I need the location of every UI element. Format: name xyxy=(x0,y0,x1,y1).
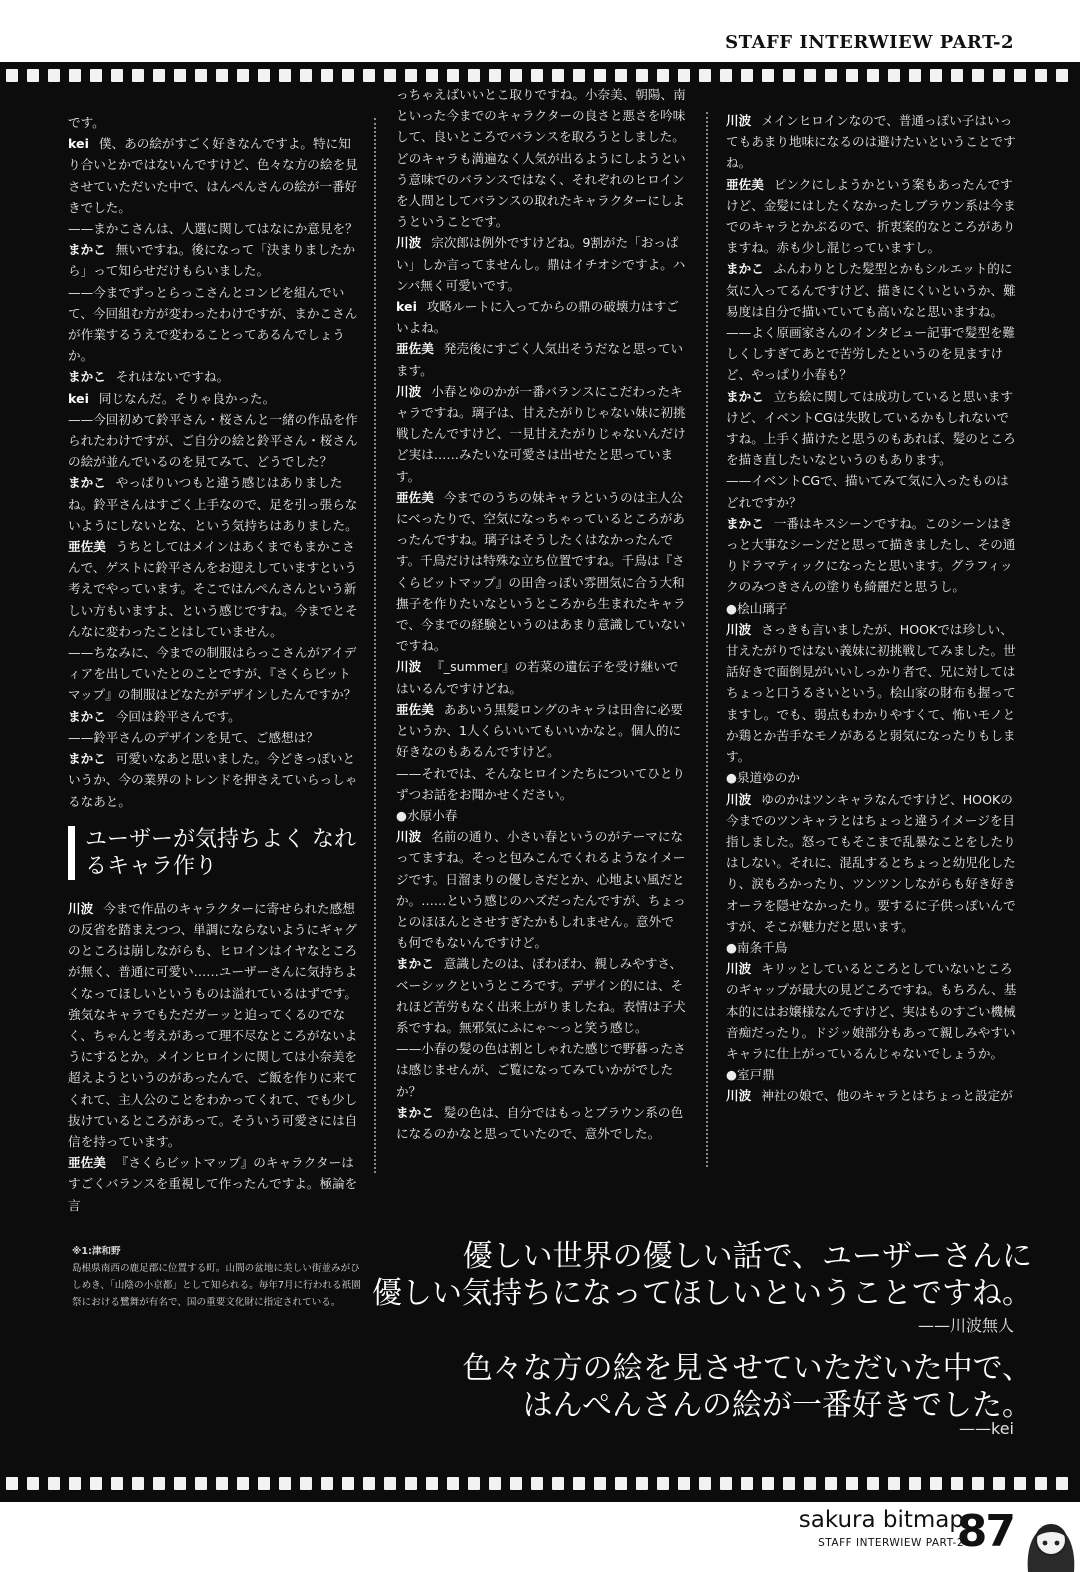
chibi-character-icon xyxy=(1020,1510,1078,1572)
pull-quote-line: 優しい気持ちになってほしいということですね。 xyxy=(372,1276,1032,1311)
speech-text: 意識したのは、ぽわぽわ、親しみやすさ、ベーシックというところです。デザイン的には、それほど苦労もなく出来上がりましたね。表情は子犬系ですね。無邪気にふにゃ〜っと笑う感じ。 xyxy=(396,956,686,1035)
film-hole xyxy=(447,69,459,82)
text-column-2 xyxy=(396,84,686,1144)
film-hole xyxy=(174,69,186,82)
character-heading: ●室戸鼎 xyxy=(726,1067,775,1083)
speech-text: 同じなんだ。そりゃ良かった。 xyxy=(98,390,276,406)
speaker-name: 川波 xyxy=(726,1088,752,1104)
interview-paragraph: ——ちなみに、今までの制服はらっこさんがアイディアを出していたとのことですが、『さくらビットマップ』の制服はどなたがデザインしたんですか？ xyxy=(68,645,357,703)
interview-paragraph xyxy=(68,706,358,727)
page-header xyxy=(0,0,1080,62)
speech-text: 一番はキスシーンですね。このシーンはきっと大事なシーンだと思って描きましたし、その通りドラマティックになったと思います。グラフィックのみつきさんの塗りも綺麗だと思うし。 xyxy=(726,515,1016,595)
film-hole xyxy=(699,1477,711,1490)
speaker-name: 川波 xyxy=(396,235,422,251)
film-hole xyxy=(867,1477,879,1490)
film-hole xyxy=(384,69,396,82)
column-divider xyxy=(374,118,376,1173)
film-hole xyxy=(804,69,816,82)
film-hole xyxy=(888,69,900,82)
film-hole xyxy=(1035,69,1047,82)
speaker-name: kei xyxy=(68,390,89,406)
footnote xyxy=(72,1243,362,1311)
film-hole xyxy=(930,1477,942,1490)
speaker-name: 亜佐美 xyxy=(396,341,434,357)
film-hole xyxy=(888,1477,900,1490)
speaker-name: 川波 xyxy=(396,659,422,675)
speech-text: うちとしてはメインはあくまでもまかこさんで、ゲストに鈴平さんをお迎えしていますという考えでやっています。そこではんぺんさんという新しい方もいますよ、という感じですね。今までとそんなに変わったことはしていません。 xyxy=(68,539,358,639)
film-hole xyxy=(972,1477,984,1490)
film-hole xyxy=(384,1477,396,1490)
film-hole xyxy=(447,1477,459,1490)
interview-paragraph: ——よく原画家さんのインタビュー記事で髪型を難しくしすぎてあとで苦労したというのを見ますけど、やっぱり小春も？ xyxy=(726,325,1016,383)
film-hole xyxy=(762,1477,774,1490)
speech-text: 『さくらビットマップ』のキャラクターはすごくバランスを重視して作ったんですよ。極論を言 xyxy=(68,1155,358,1213)
film-hole xyxy=(615,1477,627,1490)
film-hole xyxy=(678,1477,690,1490)
interview-paragraph xyxy=(68,536,358,642)
film-hole xyxy=(552,69,564,82)
pull-quote-line: 優しい世界の優しい話で、ユーザーさんに xyxy=(462,1239,1032,1274)
speech-text: 今までのうちの妹キャラというのは主人公にべったりで、空気になっちゃっているところがあったんですね。璃子はそうしたくはなかったんです。千鳥だけは特殊な立ち位置ですね。千鳥は『さくらビットマップ』の田舎っぽい雰囲気に合う大和撫子を作りたいなというところから生まれたキャラで、今までの経験というのはあまり意識していないですね。 xyxy=(396,489,686,654)
interview-paragraph xyxy=(68,748,358,812)
interview-paragraph: ——鈴平さんのデザインを見て、ご感想は？ xyxy=(68,729,319,745)
film-hole xyxy=(90,69,102,82)
speech-text: ゆのかはツンキャラなんですけど、HOOKの今までのツンキャラとはちょっと違うイメージを目指しました。怒ってもそこまで乱暴なことをしたりはしない。それに、混乱するとちょっと幼児化したり、涙もろかったり、ツンツンしながらも好き好きオーラを隠せなかったり。要するに子供っぽいんですが、そこが魅力だと思います。 xyxy=(726,791,1016,934)
interview-paragraph xyxy=(396,296,686,338)
pull-quote-line: 色々な方の絵を見させていただいた中で、 xyxy=(462,1351,1032,1386)
speaker-name: まかこ xyxy=(68,369,106,385)
interview-paragraph xyxy=(396,487,686,657)
film-hole xyxy=(153,1477,165,1490)
interview-paragraph xyxy=(396,232,686,296)
section-heading: ユーザーが気持ちよく なれるキャラ作り xyxy=(68,826,358,880)
text-column-1 xyxy=(68,112,358,1216)
speech-text: 今まで作品のキャラクターに寄せられた感想の反省を踏まえつつ、単調にならないようにギャグのところは崩しながらも、ヒロインはイヤなところが無く、普通に可愛い……ユーザーさんに気持ちよくなってほしいというものは溢れているはずです。強気なキャラでもただガーッと迫ってくるのでなく、ちゃんと考えがあって理不尽なところがないようにするとか。メインヒロインに関しては小奈美を超えようというのがあったんで、ご飯を作りに来てくれて、主人公のことをわかってくれて、でも少し抜けているところがあって。そういう可愛さには自信を持っています。 xyxy=(68,900,358,1149)
speaker-name: 川波 xyxy=(726,621,752,637)
interview-paragraph xyxy=(726,789,1018,937)
page-number: 87 xyxy=(956,1506,1014,1557)
speaker-name: まかこ xyxy=(396,1104,434,1120)
text-column-3 xyxy=(726,110,1018,1107)
film-hole xyxy=(153,69,165,82)
speech-text: 宗次郎は例外ですけどね。9割がた「おっぱい」しか言ってませんし。鼎はイチオシですよ。ハンパ無く可愛いです。 xyxy=(396,235,686,293)
speaker-name: 亜佐美 xyxy=(68,1155,106,1171)
interview-paragraph xyxy=(396,953,686,1038)
film-hole xyxy=(552,1477,564,1490)
film-hole xyxy=(237,69,249,82)
speech-text: やっぱりいつもと違う感じはありましたね。鈴平さんはすごく上手なので、足を引っ張らないようにしないとな、という気持ちはありました。 xyxy=(68,475,358,533)
film-hole xyxy=(741,69,753,82)
film-hole xyxy=(426,69,438,82)
film-hole xyxy=(720,1477,732,1490)
speaker-name: 亜佐美 xyxy=(68,539,106,555)
interview-paragraph xyxy=(68,239,358,281)
film-hole xyxy=(594,1477,606,1490)
interview-paragraph xyxy=(396,699,686,763)
interview-paragraph: ——それでは、そんなヒロインたちについてひとりずつお話をお聞かせください。 xyxy=(396,765,686,802)
film-hole xyxy=(783,69,795,82)
speech-text: キリッとしているところとしていないところのギャップが最大の見どころですね。もちろん、基本的にはお嬢様なんですけど、実はものすごい機械音痴だったり。ドジッ娘部分もあって親しみやすいキャラに仕上がっているんじゃないでしょうか。 xyxy=(726,961,1017,1061)
film-hole xyxy=(48,1477,60,1490)
film-hole xyxy=(468,1477,480,1490)
interview-paragraph xyxy=(726,958,1018,1064)
interview-paragraph xyxy=(68,366,358,387)
film-hole xyxy=(699,69,711,82)
speaker-name: 亜佐美 xyxy=(396,489,434,505)
interview-paragraph: ——今までずっとらっこさんとコンビを組んでいて、今回組む方が変わったわけですが、まかこさんが作業するうえで変わることってあるんでしょうか。 xyxy=(68,284,358,364)
film-hole xyxy=(909,69,921,82)
film-hole xyxy=(657,69,669,82)
speaker-name: 川波 xyxy=(396,383,422,399)
film-hole xyxy=(363,69,375,82)
speech-text: 今回は鈴平さんです。 xyxy=(115,708,241,724)
film-hole xyxy=(951,69,963,82)
interview-paragraph: ——今回初めて鈴平さん・桜さんと一緒の作品を作られたわけですが、ご自分の絵と鈴平さん・桜さんの絵が並んでいるのを見てみて、どうでした？ xyxy=(68,411,358,470)
speech-text: ピンクにしようかという案もあったんですけど、金髪にはしたくなかったしブラウン系は今までのキャラとかぶるので、折衷案的なところがありますね。赤も少し混じっていますし。 xyxy=(726,176,1016,256)
speaker-name: 亜佐美 xyxy=(726,176,764,192)
interview-paragraph xyxy=(68,133,358,218)
film-hole xyxy=(300,69,312,82)
film-hole xyxy=(48,69,60,82)
film-hole xyxy=(69,69,81,82)
film-hole xyxy=(1035,1477,1047,1490)
header-title: STAFF INTERWIEW PART-2 xyxy=(725,32,1014,53)
character-heading: ●泉道ゆのか xyxy=(726,770,800,786)
speaker-name: kei xyxy=(396,299,417,315)
film-hole xyxy=(972,69,984,82)
speech-text: ああいう黒髪ロングのキャラは田舎に必要というか、1人くらいいてもいいかなと。個人的に好きなのもあるんですけど。 xyxy=(396,701,683,760)
film-hole xyxy=(636,1477,648,1490)
film-hole xyxy=(804,1477,816,1490)
footnote-title: ※1:津和野 xyxy=(72,1246,121,1257)
interview-paragraph xyxy=(396,1102,686,1144)
speech-text: メインヒロインなので、普通っぽい子はいってもあまり地味になるのは避けたいということですね。 xyxy=(726,113,1016,171)
film-hole xyxy=(69,1477,81,1490)
character-heading: ●南条千鳥 xyxy=(726,939,788,955)
interview-paragraph xyxy=(396,338,686,380)
film-hole xyxy=(951,1477,963,1490)
interview-paragraph xyxy=(68,1152,358,1216)
speech-text: 僕、あの絵がすごく好きなんですよ。特に知り合いとかではないんですけど、色々な方の絵を見させていただいた中で、はんぺんさんの絵が一番好きでした。 xyxy=(68,136,358,215)
speech-text: 名前の通り、小さい春というのがテーマになってますね。そっと包みこんでくれるようなイメージです。日溜まりの優しさだとか、心地よい風だとか。……という感じのハズだったんですが、ちょっとのほほんとさせすぎたかもしれません。意外でも何でもないんですけど。 xyxy=(396,829,686,951)
pull-quote-1 xyxy=(372,1238,1032,1312)
speaker-name: 川波 xyxy=(726,961,752,977)
film-hole xyxy=(825,1477,837,1490)
film-hole xyxy=(573,69,585,82)
speech-text: 可愛いなあと思いました。今どきっぽいというか、今の業界のトレンドを押さえていらっしゃるなあと。 xyxy=(68,751,358,809)
interview-paragraph xyxy=(726,386,1018,471)
film-hole xyxy=(111,69,123,82)
film-hole xyxy=(174,1477,186,1490)
film-hole xyxy=(468,69,480,82)
character-heading: ●水原小春 xyxy=(396,807,458,823)
film-hole xyxy=(27,69,39,82)
film-hole xyxy=(111,1477,123,1490)
film-hole xyxy=(6,69,18,82)
interview-paragraph: ——小春の髪の色は割としゃれた感じで野暮ったさは感じませんが、ご覧になってみていかがでしたか？ xyxy=(396,1041,686,1099)
film-hole xyxy=(930,69,942,82)
film-hole xyxy=(27,1477,39,1490)
footer-title: sakura bitmap xyxy=(798,1507,964,1533)
film-hole xyxy=(573,1477,585,1490)
film-hole xyxy=(342,69,354,82)
film-hole xyxy=(6,1477,18,1490)
interview-paragraph: ——まかこさんは、人選に関してはなにか意見を？ xyxy=(68,221,358,237)
interview-paragraph xyxy=(726,174,1018,259)
film-hole xyxy=(1056,1477,1068,1490)
interview-paragraph xyxy=(68,388,358,409)
film-hole xyxy=(825,69,837,82)
pull-quote-attribution: ——川波無人 xyxy=(917,1316,1014,1335)
film-hole xyxy=(405,1477,417,1490)
interview-paragraph xyxy=(726,110,1018,174)
film-hole xyxy=(615,69,627,82)
interview-paragraph: っちゃえばいいとこ取りですね。小奈美、朝陽、南といった今までのキャラクターの良さと悪さを吟味して、良いところでバランスを取ろうとしました。どのキャラも満遍なく人気が出るようにしようという意味でのバランスではなく、それぞれのヒロインを人間として​バランスの取れたキャラクターにしようということです。 xyxy=(396,87,686,230)
footnote-text: 島根県南西の鹿足郡に位置する町。山間の盆地に美しい街並みがひしめき、「山陰の小京都」として知られる。毎年7月に行われる祇園祭における鷺舞が有名で、国の重要文化財に指定されている。 xyxy=(72,1263,361,1308)
speech-text: 小春とゆのかが一番バランスにこだわったキャラですね。璃子は、甘えたがりじゃない妹に初挑戦したんですけど、一見甘えたがりじゃないんだけど実は……みたいな可愛さは出せたと思っています。 xyxy=(396,383,686,484)
speaker-name: 川波 xyxy=(726,791,752,807)
speaker-name: 川波 xyxy=(726,113,752,128)
speech-text: 立ち絵に関しては成功していると思いますけど、イベントCGは失敗しているかもしれないですね。上手く描けたと思うのもあれば、髪のところを描き直したいなというのもあります。 xyxy=(726,388,1016,468)
film-hole xyxy=(846,69,858,82)
film-hole xyxy=(258,1477,270,1490)
speech-text: 無いですね。後になって「決まりましたから」って知らせだけもらいました。 xyxy=(68,242,356,279)
film-hole xyxy=(405,69,417,82)
speech-text: 『_summer』の若菜の遺伝子を受け継いではいるんですけどね。 xyxy=(396,659,679,696)
film-hole xyxy=(720,69,732,82)
film-hole xyxy=(846,1477,858,1490)
speaker-name: 川波 xyxy=(396,829,422,845)
speech-text: ふんわりとした髪型とかもシルエット的に気に入ってるんですけど、描きにくいというか、難易度は自分で描いていても高いなと思いますね。 xyxy=(726,261,1016,319)
speaker-name: まかこ xyxy=(726,388,764,404)
film-hole xyxy=(1014,69,1026,82)
speaker-name: まかこ xyxy=(726,261,764,277)
interview-paragraph xyxy=(726,1085,1018,1106)
film-hole xyxy=(1056,69,1068,82)
footer-subtitle: STAFF INTERWIEW PART-2 xyxy=(818,1537,964,1549)
interview-paragraph xyxy=(726,258,1018,322)
interview-paragraph xyxy=(68,898,358,1152)
film-hole xyxy=(342,1477,354,1490)
interview-paragraph xyxy=(68,472,358,536)
speaker-name: kei xyxy=(68,136,89,152)
film-hole xyxy=(657,1477,669,1490)
speaker-name: まかこ xyxy=(68,475,106,491)
film-hole xyxy=(279,1477,291,1490)
film-hole xyxy=(363,1477,375,1490)
speaker-name: まかこ xyxy=(396,956,434,972)
interview-paragraph xyxy=(726,513,1018,598)
film-hole xyxy=(867,69,879,82)
interview-paragraph xyxy=(396,381,686,487)
film-hole xyxy=(321,1477,333,1490)
interview-paragraph xyxy=(396,656,686,698)
character-heading: ●桧山璃子 xyxy=(726,600,788,616)
speech-text: 攻略ルートに入ってからの鼎の破壊力はすごいよね。 xyxy=(396,299,679,336)
film-hole xyxy=(258,69,270,82)
film-hole xyxy=(909,1477,921,1490)
film-hole xyxy=(216,1477,228,1490)
film-hole xyxy=(762,69,774,82)
film-hole xyxy=(279,69,291,82)
interview-paragraph xyxy=(396,826,686,953)
film-hole xyxy=(1014,1477,1026,1490)
film-hole xyxy=(741,1477,753,1490)
film-hole xyxy=(132,69,144,82)
pull-quote-2 xyxy=(463,1350,1032,1424)
film-hole xyxy=(510,1477,522,1490)
speech-text: それはないですね。 xyxy=(115,369,230,385)
film-hole xyxy=(594,69,606,82)
speaker-name: 川波 xyxy=(68,900,94,916)
speaker-name: まかこ xyxy=(68,708,106,724)
film-hole xyxy=(489,1477,501,1490)
speaker-name: まかこ xyxy=(68,751,106,767)
film-hole xyxy=(426,1477,438,1490)
film-hole xyxy=(678,69,690,82)
pull-quote-line: はんぺんさんの絵が一番好きでした。 xyxy=(522,1388,1032,1423)
column-divider xyxy=(706,112,708,1167)
film-hole xyxy=(321,69,333,82)
film-hole xyxy=(90,1477,102,1490)
film-hole xyxy=(531,1477,543,1490)
film-hole xyxy=(993,1477,1005,1490)
film-hole xyxy=(489,69,501,82)
speech-text: 発売後にすごく人気出そうだなと思っています。 xyxy=(396,341,684,378)
film-hole xyxy=(993,69,1005,82)
film-hole xyxy=(510,69,522,82)
film-hole xyxy=(783,1477,795,1490)
speech-text: 神社の娘で、他のキャラとはちょっと設定が xyxy=(761,1088,1013,1104)
speech-text: 髪の色は、自分ではもっとブラウン系の色になるのかなと思っていたので、意外でした。 xyxy=(396,1104,684,1141)
speaker-name: まかこ xyxy=(68,242,106,258)
speaker-name: まかこ xyxy=(726,515,764,531)
interview-paragraph: です。 xyxy=(68,115,105,130)
film-hole xyxy=(132,1477,144,1490)
pull-quote-attribution: ——kei xyxy=(959,1419,1014,1438)
film-hole xyxy=(636,69,648,82)
speaker-name: 亜佐美 xyxy=(396,701,434,717)
interview-paragraph: ——イベントCGで、描いてみて気に入ったものはどれですか？ xyxy=(726,473,1009,510)
film-hole xyxy=(195,1477,207,1490)
film-hole xyxy=(300,1477,312,1490)
interview-paragraph xyxy=(726,619,1018,767)
film-hole xyxy=(237,1477,249,1490)
speech-text: さっきも言いましたが、HOOKでは珍しい、甘えたがりではない義妹に初挑戦してみました。世話好きで面倒見がいいしっかり者で、兄に対してはちょっと口うるさいという。桧山家の財布も握ってますし。でも、弱点もわかりやすくて、怖いモノとか鶏とか苦手なモノがあると弱気になったりもします。 xyxy=(726,621,1016,765)
film-strip-bottom xyxy=(0,1470,1080,1496)
film-hole xyxy=(195,69,207,82)
film-hole xyxy=(531,69,543,82)
film-hole xyxy=(216,69,228,82)
